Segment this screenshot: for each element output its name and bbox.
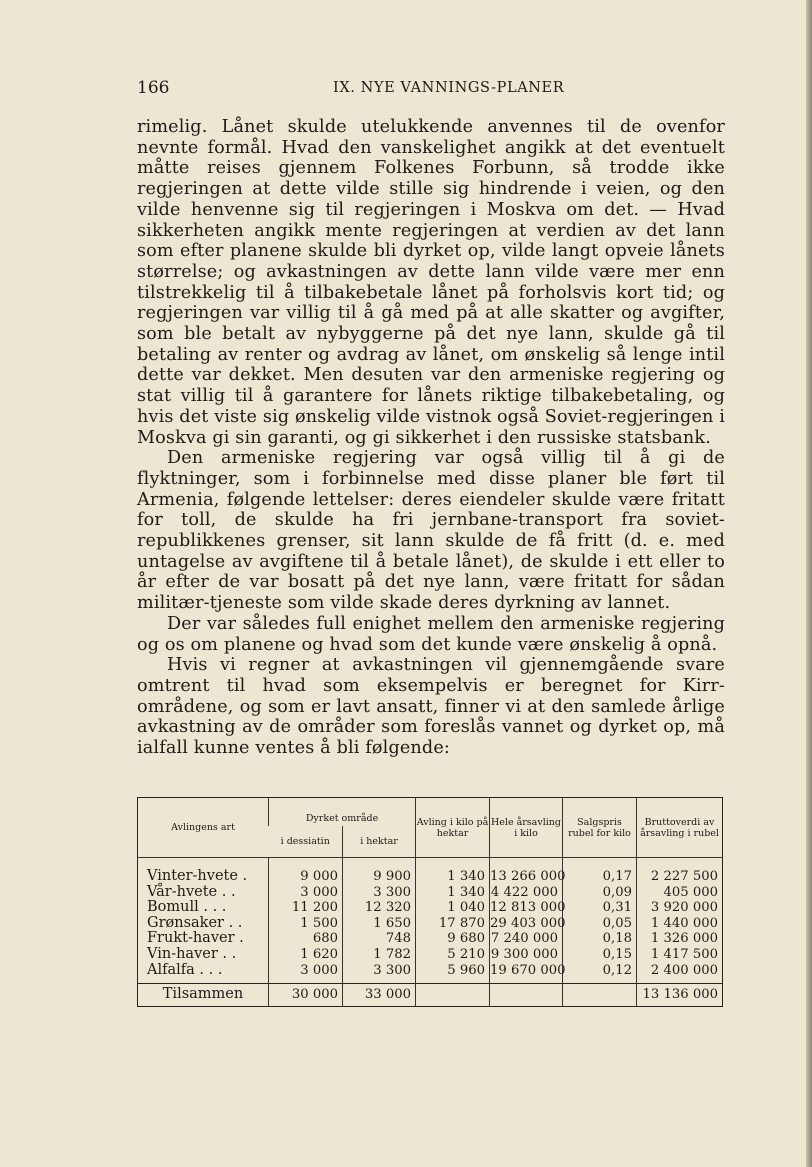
cell-crop: Bomull . . .	[147, 899, 227, 916]
table-row	[138, 869, 723, 885]
cell-yield: 1 040	[416, 900, 490, 916]
cell-annual: 13 266 000	[490, 869, 566, 884]
cell-yield: 5 960	[416, 963, 490, 979]
cell-crop: Grønsaker . .	[147, 914, 243, 931]
cell-dessiatin: 3 000	[269, 963, 343, 979]
cell-total-annual	[490, 984, 563, 1007]
cell-gross: 2 227 500	[637, 869, 723, 885]
table-row	[138, 931, 723, 947]
cell-hektar: 12 320	[343, 900, 416, 916]
table-row	[138, 900, 723, 916]
cell-price: 0,05	[563, 916, 637, 932]
cell-price: 0,17	[563, 869, 637, 885]
paragraph: Den armeniske regjering var også villig til å gi de flyktninger, som i forbinnelse med disse planer ble ført til Armenia, følgende lettelser: deres eiendeler skulde være fritatt for toll, de skulde ha fri jernbane-transport fra soviet-republikkenes grenser, sit lann skulde de få fritt (d. e. med untagelse av avgiftene til å betale lånet), de skulde i ett eller to år efter de var bosatt på det nye lann, være fritatt for sådan militær-tjeneste som vilde skade deres dyrkning av lannet.	[137, 448, 725, 614]
cell-crop: Vår-hvete . .	[147, 883, 236, 900]
yield-table	[137, 797, 723, 1007]
cell-total-hektar: 33 000	[343, 984, 416, 1007]
cell-total-dessiatin: 30 000	[269, 984, 343, 1007]
col-header-cultivated-area: Dyrket område	[269, 798, 416, 827]
cell-crop: Vinter-hvete .	[147, 868, 248, 884]
table-total-row	[138, 984, 723, 1007]
table-row	[138, 916, 723, 932]
cell-yield: 1 340	[416, 869, 490, 885]
col-header-crop: Avlingens art	[171, 822, 235, 833]
running-title: IX. NYE VANNINGS-PLANER	[333, 80, 565, 96]
cell-gross: 405 000	[637, 885, 723, 901]
cell-annual: 4 422 000	[490, 885, 563, 901]
page-edge-shadow	[806, 0, 812, 1167]
col-header-gross-value: Bruttoverdi av årsavling i rubel	[637, 798, 723, 858]
paragraph: rimelig. Lånet skulde utelukkende anvennes til de ovenfor nevnte formål. Hvad den vanskelighet angikk at det eventuelt måtte reises gjennem Folkenes Forbunn, så trodde ikke regjeringen at dette vilde stille sig hindrende i veien, og den vilde henvenne sig til regjeringen i Moskva om det. — Hvad sikkerheten angikk mente regjeringen at verdien av det lann som efter planene skulde bli dyrket op, vilde langt opveie lånets størrelse; og avkastningen av dette lann vilde være mer enn tilstrekkelig til å tilbakebetale lånet på forholsvis kort tid; og regjeringen var villig til å gå med på at alle skatter og avgifter, som ble betalt av nybyggerne på det nye lann, skulde gå til betaling av renter og avdrag av lånet, om ønskelig så lenge intil dette var dekket. Men desuten var den armeniske regjering og stat villig til å garantere for lånets riktige tilbakebetaling, og hvis det viste sig ønskelig vilde vistnok også Soviet-regjeringen i Moskva gi sin garanti, og gi sikkerhet i den russiske statsbank.	[137, 117, 725, 448]
cell-gross: 1 417 500	[637, 947, 723, 963]
cell-yield: 1 340	[416, 885, 490, 901]
cell-dessiatin: 3 000	[269, 885, 343, 901]
cell-gross: 2 400 000	[637, 963, 723, 979]
cell-gross: 3 920 000	[637, 900, 723, 916]
paragraph: Der var således full enighet mellem den armeniske regjering og os om planene og hvad som det kunde være ønskelig å opnå.	[137, 613, 725, 655]
cell-dessiatin: 680	[269, 931, 343, 947]
cell-annual: 9 300 000	[490, 947, 563, 963]
table-row	[138, 885, 723, 901]
cell-crop: Alfalfa . . .	[147, 961, 223, 978]
col-header-dessiatin: i dessiatin	[280, 836, 330, 847]
cell-hektar: 748	[343, 931, 416, 947]
body-text	[137, 117, 725, 759]
cell-price: 0,15	[563, 947, 637, 963]
cell-annual: 29 403 000	[490, 915, 566, 931]
cell-hektar: 3 300	[343, 885, 416, 901]
page-number: 166	[137, 78, 170, 98]
cell-price: 0,31	[563, 900, 637, 916]
cell-gross: 1 440 000	[637, 916, 723, 932]
cell-dessiatin: 9 000	[269, 869, 343, 885]
cell-yield: 5 210	[416, 947, 490, 963]
cell-hektar: 3 300	[343, 963, 416, 979]
page-header	[137, 78, 725, 102]
cell-annual: 7 240 000	[490, 931, 563, 947]
cell-dessiatin: 1 500	[269, 916, 343, 932]
table-row	[138, 963, 723, 979]
cell-annual: 12 813 000	[490, 900, 566, 916]
cell-annual: 19 670 000	[490, 962, 566, 978]
cell-hektar: 9 900	[343, 869, 416, 885]
cell-crop: Vin-haver . .	[147, 945, 237, 962]
col-header-annual-harvest: Hele årsavling i kilo	[490, 798, 563, 858]
paragraph: Hvis vi regner at avkastningen vil gjennemgående svare omtrent til hvad som eksempelvis er beregnet for Kirr-områdene, og som er lavt ansatt, finner vi at den samlede årlige avkastning av de områder som foreslås vannet og dyrket op, må ialfall kunne ventes å bli følgende:	[137, 655, 725, 759]
cell-hektar: 1 650	[343, 916, 416, 932]
cell-total-label: Tilsammen	[138, 984, 269, 1007]
cell-total-gross: 13 136 000	[637, 984, 723, 1007]
cell-total-price	[563, 984, 637, 1007]
col-header-yield-per-hectare: Avling i kilo på hektar	[416, 798, 490, 858]
cell-yield: 9 680	[416, 931, 490, 947]
table-row	[138, 947, 723, 963]
cell-price: 0,18	[563, 931, 637, 947]
col-header-hektar: i hektar	[343, 826, 416, 858]
cell-price: 0,09	[563, 885, 637, 901]
col-header-sale-price: Salgspris rubel for kilo	[563, 798, 637, 858]
cell-hektar: 1 782	[343, 947, 416, 963]
cell-dessiatin: 1 620	[269, 947, 343, 963]
cell-dessiatin: 11 200	[269, 900, 343, 916]
cell-price: 0,12	[563, 963, 637, 979]
cell-gross: 1 326 000	[637, 931, 723, 947]
cell-total-yield	[416, 984, 490, 1007]
cell-crop: Frukt-haver .	[147, 930, 244, 947]
cell-yield: 17 870	[416, 916, 490, 932]
